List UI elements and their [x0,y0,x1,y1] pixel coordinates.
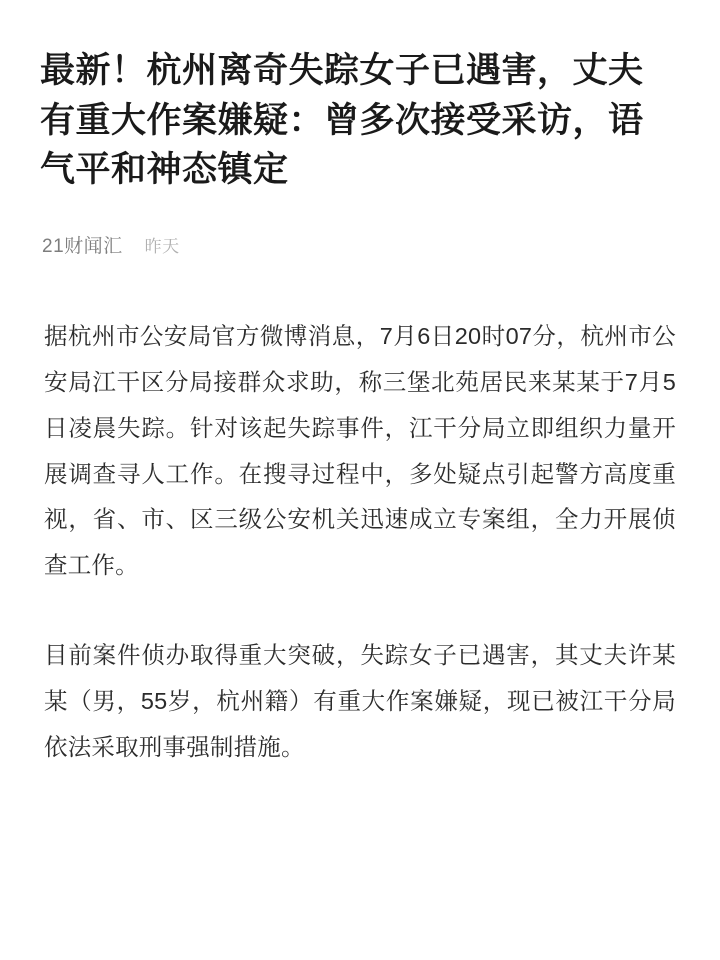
article-paragraph: 据杭州市公安局官方微博消息，7月6日20时07分，杭州市公安局江干区分局接群众求助，称三堡北苑居民来某某于7月5日凌晨失踪。针对该起失踪事件，江干分局立即组织力量开展调查寻人工作。在搜寻过程中，多处疑点引起警方高度重视，省、市、区三级公安机关迅速成立专案组，全力开展侦查工作。 [44,323,676,579]
article-paragraph: 目前案件侦办取得重大突破，失踪女子已遇害，其丈夫许某某（男，55岁，杭州籍）有重大作案嫌疑，现已被江干分局依法采取刑事强制措施。 [44,641,676,760]
article-body [40,314,680,770]
page-title: 最新！杭州离奇失踪女子已遇害，丈夫有重大作案嫌疑：曾多次接受采访，语气平和神态镇定 [40,51,644,190]
article-timestamp: 昨天 [144,237,180,257]
article-meta [40,231,680,258]
article-source[interactable]: 21财闻汇 [42,236,123,258]
